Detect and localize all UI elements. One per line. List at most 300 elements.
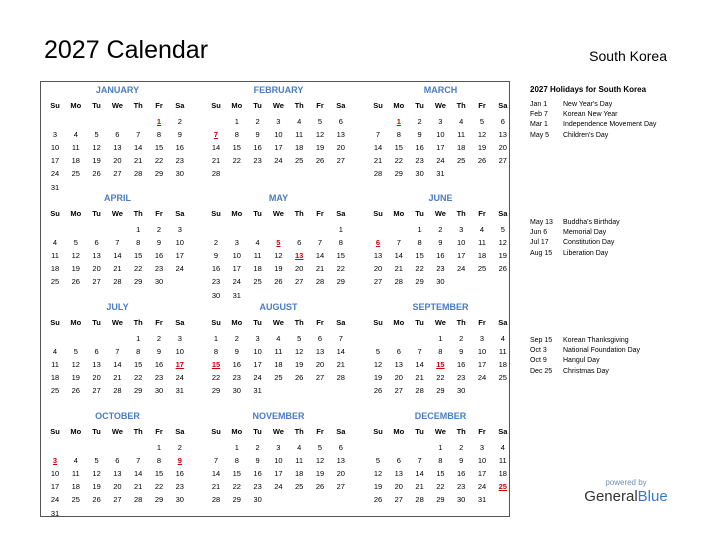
day-cell: 7 bbox=[136, 130, 141, 140]
day-cell: 6 bbox=[338, 443, 343, 452]
day-cell: 5 bbox=[317, 117, 323, 126]
weekday-header: Fr bbox=[155, 101, 163, 110]
day-cell: 8 bbox=[396, 130, 401, 140]
weekday-header: Mo bbox=[70, 427, 82, 436]
day-cell: 12 bbox=[498, 238, 507, 248]
day-cell: 28 bbox=[211, 495, 221, 505]
weekday-header: Tu bbox=[92, 209, 101, 218]
brand-name-general: General bbox=[584, 488, 638, 505]
day-cell: 25 bbox=[498, 373, 507, 383]
day-cell: 15 bbox=[154, 143, 164, 153]
day-cell: 18 bbox=[50, 264, 60, 274]
day-cell: 11 bbox=[295, 456, 304, 466]
day-cell: 23 bbox=[415, 156, 424, 166]
weekday-header: Sa bbox=[175, 101, 185, 110]
weekday-header: Mo bbox=[70, 209, 82, 218]
brand-name-blue: Blue bbox=[637, 488, 668, 505]
weekday-header: Mo bbox=[70, 101, 82, 110]
day-cell: 28 bbox=[415, 495, 424, 505]
weekday-header: Sa bbox=[336, 101, 346, 110]
day-cell: 16 bbox=[253, 469, 262, 479]
day-cell: 21 bbox=[134, 482, 143, 492]
weekday-header: Th bbox=[456, 209, 466, 218]
day-cell: 15 bbox=[394, 143, 403, 153]
day-cell: 29 bbox=[154, 495, 164, 505]
weekday-header: Tu bbox=[415, 101, 424, 110]
month-name: NOVEMBER bbox=[252, 411, 305, 421]
day-cell: 13 bbox=[315, 347, 325, 357]
day-cell: 19 bbox=[92, 482, 101, 492]
day-cell: 19 bbox=[92, 156, 101, 166]
day-cell: 6 bbox=[94, 347, 99, 357]
weekday-header: Su bbox=[373, 427, 383, 436]
day-cell: 22 bbox=[154, 156, 164, 166]
weekday-header: Su bbox=[50, 209, 60, 218]
day-cell: 3 bbox=[255, 334, 260, 343]
day-cell: 13 bbox=[336, 456, 345, 466]
day-cell: 6 bbox=[297, 238, 302, 248]
month-name: OCTOBER bbox=[95, 411, 140, 421]
day-cell: 21 bbox=[373, 156, 383, 166]
day-cell: 2 bbox=[255, 443, 260, 452]
day-cell: 24 bbox=[50, 495, 60, 505]
day-cell: 12 bbox=[373, 469, 383, 479]
day-cell: 17 bbox=[436, 143, 445, 153]
day-cell: 19 bbox=[71, 264, 80, 274]
calendar-grid bbox=[40, 81, 510, 517]
day-cell: 30 bbox=[175, 169, 184, 179]
weekday-header: Mo bbox=[231, 101, 243, 110]
holiday-date: May 5 bbox=[530, 131, 550, 139]
day-cell: 12 bbox=[477, 130, 487, 140]
day-cell: 27 bbox=[336, 156, 345, 166]
day-cell: 21 bbox=[211, 156, 221, 166]
holiday-name: Constitution Day bbox=[563, 239, 615, 247]
weekday-header: Th bbox=[133, 318, 143, 327]
holiday-name: Children's Day bbox=[563, 131, 609, 139]
holiday-date: Jun 6 bbox=[530, 229, 548, 237]
day-cell: 3 bbox=[177, 334, 182, 343]
holiday-date: Oct 9 bbox=[530, 357, 547, 365]
day-cell: 24 bbox=[457, 264, 466, 274]
day-cell: 29 bbox=[415, 277, 424, 287]
day-cell: 25 bbox=[477, 264, 487, 274]
day-cell: 8 bbox=[156, 130, 162, 140]
day-cell: 20 bbox=[113, 482, 122, 492]
month-name: MAY bbox=[268, 193, 289, 203]
day-cell: 28 bbox=[336, 373, 345, 383]
day-cell: 20 bbox=[315, 360, 325, 370]
day-cell: 14 bbox=[315, 251, 325, 261]
day-cell: 20 bbox=[373, 264, 383, 274]
day-cell: 7 bbox=[375, 130, 381, 140]
day-cell: 22 bbox=[336, 264, 345, 274]
weekday-header: Sa bbox=[336, 427, 346, 436]
day-cell: 12 bbox=[295, 347, 304, 357]
day-cell: 27 bbox=[336, 482, 345, 492]
day-cell: 2 bbox=[156, 334, 162, 343]
day-cell: 27 bbox=[92, 277, 101, 287]
day-cell: 30 bbox=[436, 277, 445, 287]
day-cell: 12 bbox=[315, 456, 325, 466]
brand-logo[interactable] bbox=[583, 478, 669, 505]
day-cell: 1 bbox=[136, 225, 141, 234]
weekday-header: Su bbox=[373, 318, 383, 327]
weekday-header: Fr bbox=[316, 427, 324, 436]
holiday-day: 15 bbox=[436, 360, 445, 370]
day-cell: 4 bbox=[500, 334, 505, 343]
weekday-header: Sa bbox=[498, 318, 508, 327]
weekday-header: Tu bbox=[415, 209, 424, 218]
day-cell: 12 bbox=[274, 251, 283, 261]
weekday-header: Su bbox=[211, 209, 221, 218]
day-cell: 16 bbox=[253, 143, 262, 153]
day-cell: 30 bbox=[415, 169, 424, 179]
holiday-date: Aug 15 bbox=[530, 249, 553, 257]
weekday-header: Su bbox=[373, 209, 383, 218]
day-cell: 12 bbox=[92, 143, 101, 153]
day-cell: 9 bbox=[156, 238, 162, 248]
day-cell: 27 bbox=[92, 386, 101, 396]
day-cell: 26 bbox=[71, 386, 80, 396]
holiday-day: 5 bbox=[276, 238, 281, 248]
brand-name bbox=[583, 488, 669, 505]
day-cell: 23 bbox=[457, 482, 466, 492]
day-cell: 13 bbox=[394, 360, 403, 370]
day-cell: 22 bbox=[154, 482, 164, 492]
day-cell: 27 bbox=[394, 386, 403, 396]
weekday-header: Tu bbox=[92, 318, 101, 327]
day-cell: 10 bbox=[457, 238, 466, 248]
day-cell: 21 bbox=[134, 156, 143, 166]
day-cell: 2 bbox=[255, 117, 260, 126]
day-cell: 1 bbox=[156, 443, 162, 452]
day-cell: 5 bbox=[375, 347, 381, 357]
weekday-header: Th bbox=[456, 427, 466, 436]
day-cell: 22 bbox=[394, 156, 403, 166]
day-cell: 17 bbox=[477, 360, 487, 370]
holiday-day: 6 bbox=[375, 238, 381, 248]
day-cell: 23 bbox=[154, 264, 164, 274]
day-cell: 22 bbox=[232, 482, 241, 492]
day-cell: 2 bbox=[459, 443, 464, 452]
weekday-header: Fr bbox=[155, 427, 163, 436]
day-cell: 30 bbox=[154, 277, 164, 287]
day-cell: 14 bbox=[394, 251, 403, 261]
day-cell: 14 bbox=[113, 360, 122, 370]
day-cell: 14 bbox=[415, 360, 424, 370]
day-cell: 26 bbox=[373, 386, 383, 396]
day-cell: 13 bbox=[92, 360, 101, 370]
day-cell: 19 bbox=[498, 251, 507, 261]
day-cell: 19 bbox=[373, 482, 383, 492]
day-cell: 5 bbox=[94, 456, 99, 466]
day-cell: 19 bbox=[315, 143, 325, 153]
day-cell: 7 bbox=[417, 456, 422, 466]
day-cell: 10 bbox=[274, 456, 283, 466]
month-name: JUNE bbox=[428, 193, 453, 203]
day-cell: 30 bbox=[457, 386, 466, 396]
day-cell: 25 bbox=[457, 156, 466, 166]
day-cell: 18 bbox=[71, 482, 80, 492]
day-cell: 7 bbox=[417, 347, 422, 357]
day-cell: 5 bbox=[73, 347, 78, 357]
day-cell: 10 bbox=[477, 456, 487, 466]
day-cell: 16 bbox=[175, 143, 184, 153]
day-cell: 22 bbox=[436, 373, 445, 383]
day-cell: 4 bbox=[459, 117, 464, 126]
day-cell: 20 bbox=[394, 373, 403, 383]
weekday-header: Fr bbox=[478, 209, 486, 218]
day-cell: 27 bbox=[295, 277, 304, 287]
day-cell: 26 bbox=[295, 373, 304, 383]
day-cell: 5 bbox=[500, 225, 505, 234]
day-cell: 24 bbox=[477, 373, 487, 383]
weekday-header: Mo bbox=[231, 209, 243, 218]
day-cell: 15 bbox=[154, 469, 164, 479]
day-cell: 22 bbox=[436, 482, 445, 492]
day-cell: 25 bbox=[71, 169, 80, 179]
day-cell: 22 bbox=[134, 264, 143, 274]
day-cell: 28 bbox=[113, 386, 122, 396]
page-title: 2027 Calendar bbox=[44, 36, 209, 64]
month-name: SEPTEMBER bbox=[412, 302, 469, 312]
weekday-header: Tu bbox=[253, 318, 262, 327]
day-cell: 23 bbox=[175, 156, 184, 166]
day-cell: 10 bbox=[50, 143, 60, 153]
day-cell: 23 bbox=[253, 482, 262, 492]
weekday-header: Fr bbox=[155, 209, 163, 218]
day-cell: 23 bbox=[175, 482, 184, 492]
day-cell: 16 bbox=[457, 469, 466, 479]
day-cell: 5 bbox=[73, 238, 78, 248]
holiday-name: Korean New Year bbox=[563, 111, 618, 119]
day-cell: 21 bbox=[211, 482, 221, 492]
day-cell: 24 bbox=[274, 482, 283, 492]
day-cell: 28 bbox=[373, 169, 383, 179]
day-cell: 30 bbox=[211, 290, 221, 300]
holiday-date: Oct 3 bbox=[530, 347, 547, 355]
day-cell: 18 bbox=[274, 360, 283, 370]
day-cell: 31 bbox=[477, 495, 487, 505]
day-cell: 7 bbox=[115, 238, 120, 248]
day-cell: 23 bbox=[154, 373, 164, 383]
day-cell: 1 bbox=[438, 334, 443, 343]
day-cell: 5 bbox=[297, 334, 302, 343]
day-cell: 30 bbox=[154, 386, 164, 396]
day-cell: 9 bbox=[177, 130, 182, 140]
day-cell: 7 bbox=[213, 456, 219, 466]
day-cell: 1 bbox=[338, 225, 343, 234]
day-cell: 16 bbox=[154, 360, 164, 370]
day-cell: 20 bbox=[336, 143, 345, 153]
day-cell: 6 bbox=[94, 238, 99, 248]
day-cell: 12 bbox=[71, 251, 80, 261]
day-cell: 16 bbox=[436, 251, 445, 261]
powered-by-text: powered by bbox=[605, 478, 647, 487]
holidays-title: 2027 Holidays for South Korea bbox=[530, 85, 647, 94]
day-cell: 8 bbox=[438, 347, 443, 357]
day-cell: 4 bbox=[73, 130, 78, 140]
weekday-header: Su bbox=[50, 101, 60, 110]
holiday-name: National Foundation Day bbox=[563, 347, 641, 355]
day-cell: 1 bbox=[438, 443, 443, 452]
day-cell: 15 bbox=[436, 469, 445, 479]
day-cell: 28 bbox=[415, 386, 424, 396]
day-cell: 4 bbox=[52, 238, 58, 248]
day-cell: 14 bbox=[134, 469, 143, 479]
day-cell: 24 bbox=[232, 277, 241, 287]
weekday-header: Mo bbox=[393, 101, 405, 110]
month-name: AUGUST bbox=[259, 302, 298, 312]
day-cell: 31 bbox=[50, 508, 60, 518]
holiday-day: 3 bbox=[52, 456, 58, 466]
day-cell: 11 bbox=[51, 360, 59, 370]
weekday-header: Fr bbox=[478, 318, 486, 327]
day-cell: 11 bbox=[51, 251, 59, 261]
day-cell: 23 bbox=[436, 264, 445, 274]
day-cell: 29 bbox=[154, 169, 164, 179]
day-cell: 8 bbox=[234, 130, 239, 140]
holiday-date: Jul 17 bbox=[530, 239, 549, 247]
day-cell: 4 bbox=[500, 443, 505, 452]
weekday-header: Mo bbox=[231, 427, 243, 436]
weekday-header: Th bbox=[456, 101, 466, 110]
day-cell: 17 bbox=[274, 469, 283, 479]
day-cell: 29 bbox=[394, 169, 403, 179]
weekday-header: Fr bbox=[316, 318, 324, 327]
weekday-header: Tu bbox=[253, 209, 262, 218]
day-cell: 19 bbox=[71, 373, 80, 383]
weekday-header: Su bbox=[211, 318, 221, 327]
day-cell: 14 bbox=[211, 469, 221, 479]
day-cell: 13 bbox=[336, 130, 345, 140]
day-cell: 22 bbox=[415, 264, 424, 274]
day-cell: 2 bbox=[156, 225, 162, 234]
weekday-header: Su bbox=[50, 427, 60, 436]
day-cell: 2 bbox=[213, 238, 219, 248]
weekday-header: Th bbox=[133, 427, 143, 436]
weekday-header: We bbox=[434, 101, 446, 110]
weekday-header: Sa bbox=[175, 427, 185, 436]
weekday-header: Tu bbox=[253, 101, 262, 110]
day-cell: 8 bbox=[213, 347, 219, 357]
holiday-day: 7 bbox=[213, 130, 219, 140]
month-name: FEBRUARY bbox=[253, 85, 304, 95]
day-cell: 26 bbox=[274, 277, 283, 287]
day-cell: 1 bbox=[417, 225, 422, 234]
weekday-header: Tu bbox=[415, 427, 424, 436]
day-cell: 20 bbox=[498, 143, 507, 153]
weekday-header: Th bbox=[294, 318, 304, 327]
holiday-date: Feb 7 bbox=[530, 111, 548, 119]
day-cell: 2 bbox=[459, 334, 464, 343]
day-cell: 19 bbox=[477, 143, 487, 153]
day-cell: 29 bbox=[436, 386, 445, 396]
day-cell: 12 bbox=[92, 469, 101, 479]
weekday-header: Tu bbox=[92, 427, 101, 436]
day-cell: 16 bbox=[415, 143, 424, 153]
day-cell: 12 bbox=[71, 360, 80, 370]
day-cell: 10 bbox=[175, 238, 184, 248]
day-cell: 30 bbox=[457, 495, 466, 505]
day-cell: 4 bbox=[297, 443, 302, 452]
day-cell: 21 bbox=[113, 264, 122, 274]
weekday-header: We bbox=[272, 101, 284, 110]
day-cell: 4 bbox=[73, 456, 78, 466]
holiday-day: 15 bbox=[211, 360, 221, 370]
day-cell: 27 bbox=[373, 277, 383, 287]
day-cell: 16 bbox=[211, 264, 221, 274]
country-label: South Korea bbox=[589, 48, 667, 64]
day-cell: 17 bbox=[50, 156, 60, 166]
day-cell: 16 bbox=[175, 469, 184, 479]
holiday-day: 1 bbox=[396, 117, 401, 126]
day-cell: 16 bbox=[457, 360, 466, 370]
weekday-header: Th bbox=[294, 427, 304, 436]
weekday-header: Fr bbox=[478, 101, 486, 110]
weekday-header: Sa bbox=[336, 318, 346, 327]
holiday-date: Mar 1 bbox=[530, 121, 548, 129]
day-cell: 9 bbox=[417, 130, 422, 140]
day-cell: 20 bbox=[295, 264, 304, 274]
day-cell: 4 bbox=[52, 347, 58, 357]
day-cell: 12 bbox=[315, 130, 325, 140]
month-name: MARCH bbox=[423, 85, 458, 95]
weekday-header: Th bbox=[294, 209, 304, 218]
day-cell: 11 bbox=[457, 130, 466, 140]
day-cell: 24 bbox=[477, 482, 487, 492]
day-cell: 6 bbox=[396, 456, 401, 466]
holiday-name: Liberation Day bbox=[563, 249, 609, 257]
holiday-name: New Year's Day bbox=[563, 101, 613, 108]
day-cell: 19 bbox=[274, 264, 283, 274]
day-cell: 11 bbox=[253, 251, 262, 261]
day-cell: 17 bbox=[253, 360, 262, 370]
weekday-header: Fr bbox=[155, 318, 163, 327]
day-cell: 17 bbox=[457, 251, 466, 261]
day-cell: 3 bbox=[459, 225, 464, 234]
day-cell: 18 bbox=[295, 469, 304, 479]
holiday-name: Memorial Day bbox=[563, 229, 607, 237]
holiday-name: Christmas Day bbox=[563, 367, 609, 375]
day-cell: 31 bbox=[436, 169, 445, 179]
weekday-header: Sa bbox=[336, 209, 346, 218]
day-cell: 13 bbox=[113, 469, 122, 479]
day-cell: 25 bbox=[50, 386, 60, 396]
day-cell: 26 bbox=[477, 156, 487, 166]
day-cell: 24 bbox=[274, 156, 283, 166]
day-cell: 14 bbox=[336, 347, 345, 357]
day-cell: 31 bbox=[50, 182, 60, 192]
day-cell: 27 bbox=[113, 495, 122, 505]
day-cell: 27 bbox=[315, 373, 325, 383]
day-cell: 9 bbox=[459, 456, 464, 466]
day-cell: 26 bbox=[315, 482, 325, 492]
day-cell: 2 bbox=[234, 334, 239, 343]
day-cell: 13 bbox=[373, 251, 383, 261]
day-cell: 10 bbox=[175, 347, 184, 357]
holiday-name: Independence Movement Day bbox=[563, 121, 657, 129]
weekday-header: We bbox=[111, 101, 123, 110]
day-cell: 31 bbox=[175, 386, 184, 396]
day-cell: 28 bbox=[113, 277, 122, 287]
day-cell: 10 bbox=[232, 251, 241, 261]
day-cell: 24 bbox=[436, 156, 445, 166]
day-cell: 11 bbox=[71, 143, 80, 153]
day-cell: 30 bbox=[253, 495, 262, 505]
day-cell: 8 bbox=[136, 238, 141, 248]
